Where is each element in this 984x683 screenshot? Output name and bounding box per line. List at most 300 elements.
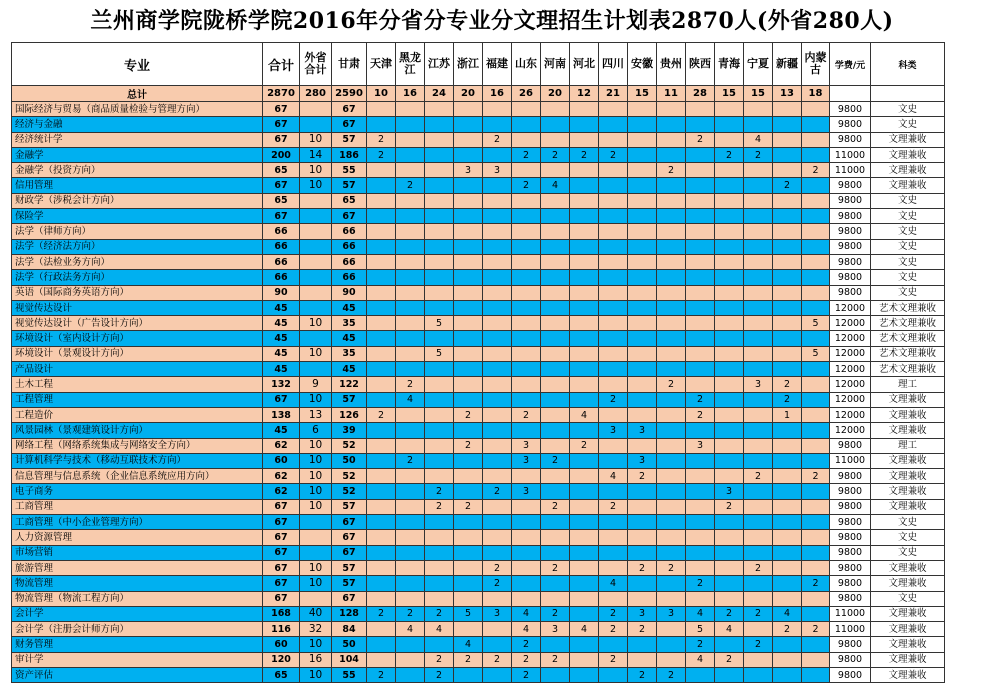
major-name: 环境设计（景观设计方向） [12, 346, 263, 361]
major-name: 保险学 [12, 209, 263, 224]
province-cell [802, 147, 830, 162]
province-cell [802, 300, 830, 315]
province-cell [802, 499, 830, 514]
province-cell [657, 193, 686, 208]
province-cell [599, 667, 628, 682]
province-cell [541, 224, 570, 239]
major-name: 金融学 [12, 147, 263, 162]
totals-category [871, 86, 945, 102]
province-cell [570, 346, 599, 361]
category-cell: 理工 [871, 438, 945, 453]
province-cell [454, 515, 483, 530]
province-cell [628, 209, 657, 224]
tuition-cell: 12000 [830, 377, 871, 392]
province-cell: 2 [599, 499, 628, 514]
province-cell [715, 545, 744, 560]
province-cell [367, 300, 396, 315]
tuition-cell: 12000 [830, 346, 871, 361]
province-cell [512, 392, 541, 407]
province-cell [744, 423, 773, 438]
province-cell [396, 254, 425, 269]
table-row [12, 377, 945, 392]
province-cell [657, 346, 686, 361]
province-cell [802, 453, 830, 468]
province-cell [483, 499, 512, 514]
province-cell [599, 254, 628, 269]
province-cell: 5 [802, 316, 830, 331]
province-cell [686, 285, 715, 300]
province-cell [802, 407, 830, 422]
header-total: 合计 [263, 43, 300, 86]
province-cell [628, 362, 657, 377]
province-cell [657, 407, 686, 422]
province-cell [686, 423, 715, 438]
province-cell [396, 132, 425, 147]
table-row [12, 270, 945, 285]
province-cell [599, 438, 628, 453]
province-cell [715, 453, 744, 468]
total-cell: 66 [263, 239, 300, 254]
province-cell [512, 591, 541, 606]
tuition-cell: 9800 [830, 254, 871, 269]
province-cell [686, 117, 715, 132]
table-row [12, 285, 945, 300]
province-cell [367, 622, 396, 637]
province-cell: 2 [599, 392, 628, 407]
province-cell: 2 [483, 560, 512, 575]
province-cell [367, 469, 396, 484]
province-cell [425, 178, 454, 193]
province-cell: 2 [715, 652, 744, 667]
province-cell: 67 [332, 209, 367, 224]
province-cell [512, 346, 541, 361]
province-cell [454, 331, 483, 346]
province-cell: 3 [628, 606, 657, 621]
province-cell: 2 [773, 622, 802, 637]
tuition-cell: 9800 [830, 102, 871, 117]
province-cell [483, 285, 512, 300]
province-cell: 1 [773, 407, 802, 422]
tuition-cell: 9800 [830, 209, 871, 224]
outer-total-cell: 32 [300, 622, 332, 637]
province-cell [657, 117, 686, 132]
province-cell [512, 300, 541, 315]
tuition-cell: 11000 [830, 622, 871, 637]
totals-province-value: 15 [628, 86, 657, 102]
tuition-cell: 9800 [830, 576, 871, 591]
province-cell [686, 469, 715, 484]
province-cell [599, 407, 628, 422]
province-cell: 3 [454, 163, 483, 178]
province-cell [396, 117, 425, 132]
province-cell [773, 423, 802, 438]
province-cell [483, 392, 512, 407]
outer-total-cell [300, 224, 332, 239]
province-cell [773, 591, 802, 606]
province-cell: 2 [686, 407, 715, 422]
province-cell [599, 224, 628, 239]
table-row [12, 637, 945, 652]
province-cell [367, 499, 396, 514]
province-cell [744, 362, 773, 377]
province-cell [628, 285, 657, 300]
category-cell: 文理兼收 [871, 392, 945, 407]
totals-province-value: 20 [541, 86, 570, 102]
province-cell: 2 [541, 499, 570, 514]
province-cell: 66 [332, 254, 367, 269]
province-cell [570, 209, 599, 224]
province-cell: 2 [541, 147, 570, 162]
header-province: 甘肃 [332, 43, 367, 86]
province-cell [657, 209, 686, 224]
category-cell: 文理兼收 [871, 499, 945, 514]
province-cell [367, 178, 396, 193]
province-cell: 50 [332, 453, 367, 468]
province-cell [744, 515, 773, 530]
major-name: 英语（国际商务英语方向） [12, 285, 263, 300]
province-cell [570, 285, 599, 300]
province-cell [773, 163, 802, 178]
province-cell [541, 117, 570, 132]
province-cell [396, 423, 425, 438]
table-row [12, 469, 945, 484]
province-cell: 2 [802, 576, 830, 591]
province-cell: 45 [332, 362, 367, 377]
province-cell: 50 [332, 637, 367, 652]
tuition-cell: 9800 [830, 499, 871, 514]
province-cell [570, 254, 599, 269]
major-name: 金融学（投资方向） [12, 163, 263, 178]
province-cell [483, 622, 512, 637]
table-row [12, 209, 945, 224]
province-cell [686, 178, 715, 193]
province-cell [396, 209, 425, 224]
category-cell: 文理兼收 [871, 622, 945, 637]
category-cell: 文理兼收 [871, 560, 945, 575]
province-cell: 128 [332, 606, 367, 621]
province-cell: 2 [628, 622, 657, 637]
province-cell [367, 637, 396, 652]
province-cell [425, 300, 454, 315]
major-name: 法学（律师方向） [12, 224, 263, 239]
province-cell [512, 102, 541, 117]
tuition-cell: 11000 [830, 453, 871, 468]
province-cell [483, 239, 512, 254]
province-cell [773, 331, 802, 346]
province-cell: 4 [686, 606, 715, 621]
province-cell [425, 545, 454, 560]
province-cell [367, 545, 396, 560]
outer-total-cell [300, 331, 332, 346]
province-cell [512, 316, 541, 331]
province-cell [512, 377, 541, 392]
table-row [12, 667, 945, 682]
province-cell [657, 285, 686, 300]
tuition-cell: 9800 [830, 224, 871, 239]
province-cell [744, 300, 773, 315]
province-cell [425, 147, 454, 162]
province-cell: 52 [332, 484, 367, 499]
province-cell [802, 132, 830, 147]
category-cell: 文理兼收 [871, 652, 945, 667]
province-cell [483, 545, 512, 560]
province-cell [425, 331, 454, 346]
province-cell [396, 193, 425, 208]
province-cell [396, 438, 425, 453]
table-row [12, 515, 945, 530]
table-row [12, 484, 945, 499]
province-cell [628, 438, 657, 453]
province-cell [396, 224, 425, 239]
major-name: 市场营销 [12, 545, 263, 560]
province-cell [483, 423, 512, 438]
province-cell [715, 515, 744, 530]
province-cell: 3 [512, 484, 541, 499]
province-cell [686, 362, 715, 377]
province-cell [454, 346, 483, 361]
province-cell [454, 576, 483, 591]
province-cell [715, 331, 744, 346]
province-cell [657, 438, 686, 453]
province-cell [396, 331, 425, 346]
header-province: 福建 [483, 43, 512, 86]
province-cell: 2 [744, 637, 773, 652]
province-cell [483, 667, 512, 682]
table-row [12, 132, 945, 147]
province-cell [715, 270, 744, 285]
outer-total-cell [300, 102, 332, 117]
table-row [12, 499, 945, 514]
province-cell: 4 [396, 392, 425, 407]
province-cell [599, 545, 628, 560]
province-cell: 5 [686, 622, 715, 637]
province-cell [396, 560, 425, 575]
province-cell [454, 117, 483, 132]
province-cell [425, 209, 454, 224]
province-cell [454, 667, 483, 682]
header-province: 天津 [367, 43, 396, 86]
province-cell [367, 484, 396, 499]
province-cell: 2 [367, 147, 396, 162]
province-cell: 4 [686, 652, 715, 667]
major-name: 法学（法检业务方向） [12, 254, 263, 269]
province-cell [541, 163, 570, 178]
province-cell [483, 637, 512, 652]
province-cell [599, 316, 628, 331]
province-cell [657, 224, 686, 239]
major-name: 财政学（涉税会计方向） [12, 193, 263, 208]
outer-total-cell: 10 [300, 346, 332, 361]
province-cell [715, 193, 744, 208]
province-cell [570, 117, 599, 132]
province-cell [744, 331, 773, 346]
province-cell [396, 469, 425, 484]
province-cell [570, 499, 599, 514]
province-cell [367, 193, 396, 208]
tuition-cell: 9800 [830, 193, 871, 208]
major-name: 网络工程（网络系统集成与网络安全方向） [12, 438, 263, 453]
header-category: 科类 [871, 43, 945, 86]
major-name: 会计学（注册会计师方向） [12, 622, 263, 637]
total-cell: 45 [263, 423, 300, 438]
province-cell [599, 331, 628, 346]
category-cell: 文理兼收 [871, 637, 945, 652]
province-cell [396, 652, 425, 667]
province-cell: 2 [367, 667, 396, 682]
province-cell [599, 560, 628, 575]
province-cell [570, 193, 599, 208]
province-cell [425, 515, 454, 530]
province-cell [367, 515, 396, 530]
outer-total-cell: 10 [300, 499, 332, 514]
province-cell [425, 560, 454, 575]
province-cell: 57 [332, 178, 367, 193]
province-cell: 4 [512, 622, 541, 637]
province-cell: 3 [628, 453, 657, 468]
province-cell [541, 209, 570, 224]
province-cell [628, 331, 657, 346]
province-cell [628, 270, 657, 285]
province-cell [599, 484, 628, 499]
totals-province-value: 16 [396, 86, 425, 102]
table-row [12, 530, 945, 545]
province-cell [425, 637, 454, 652]
province-cell [686, 346, 715, 361]
province-cell [454, 453, 483, 468]
province-cell: 2 [715, 499, 744, 514]
province-cell [744, 453, 773, 468]
province-cell [541, 545, 570, 560]
total-cell: 120 [263, 652, 300, 667]
category-cell: 文理兼收 [871, 178, 945, 193]
province-cell: 66 [332, 270, 367, 285]
province-cell [367, 560, 396, 575]
province-cell [715, 224, 744, 239]
province-cell: 2 [512, 407, 541, 422]
province-cell [483, 591, 512, 606]
province-cell [367, 285, 396, 300]
total-cell: 45 [263, 331, 300, 346]
province-cell: 57 [332, 560, 367, 575]
province-cell: 2 [396, 606, 425, 621]
province-cell [686, 316, 715, 331]
province-cell [744, 392, 773, 407]
total-cell: 67 [263, 499, 300, 514]
province-cell: 65 [332, 193, 367, 208]
province-cell [396, 530, 425, 545]
province-cell [628, 316, 657, 331]
major-name: 会计学 [12, 606, 263, 621]
province-cell: 66 [332, 239, 367, 254]
total-cell: 90 [263, 285, 300, 300]
province-cell [454, 622, 483, 637]
province-cell [715, 346, 744, 361]
province-cell [744, 254, 773, 269]
province-cell: 3 [599, 423, 628, 438]
province-cell [367, 652, 396, 667]
province-cell [802, 637, 830, 652]
province-cell [512, 193, 541, 208]
province-cell [744, 652, 773, 667]
total-cell: 60 [263, 453, 300, 468]
province-cell [367, 576, 396, 591]
tuition-cell: 9800 [830, 637, 871, 652]
outer-total-cell [300, 530, 332, 545]
province-cell: 4 [599, 576, 628, 591]
province-cell [744, 209, 773, 224]
outer-total-cell [300, 545, 332, 560]
total-cell: 45 [263, 362, 300, 377]
province-cell: 2 [367, 407, 396, 422]
total-cell: 67 [263, 102, 300, 117]
province-cell: 57 [332, 576, 367, 591]
totals-total: 2870 [263, 86, 300, 102]
province-cell [686, 545, 715, 560]
category-cell: 艺术文理兼收 [871, 331, 945, 346]
province-cell: 2 [715, 147, 744, 162]
province-cell: 52 [332, 438, 367, 453]
province-cell [744, 270, 773, 285]
province-cell [657, 484, 686, 499]
province-cell [686, 147, 715, 162]
province-cell [773, 316, 802, 331]
province-cell [686, 515, 715, 530]
province-cell [599, 300, 628, 315]
province-cell: 2 [454, 438, 483, 453]
province-cell: 2 [773, 377, 802, 392]
province-cell: 2 [454, 407, 483, 422]
major-name: 资产评估 [12, 667, 263, 682]
outer-total-cell [300, 117, 332, 132]
major-name: 工商管理 [12, 499, 263, 514]
province-cell [686, 300, 715, 315]
province-cell [483, 530, 512, 545]
province-cell [483, 209, 512, 224]
province-cell [512, 469, 541, 484]
province-cell [512, 254, 541, 269]
province-cell [396, 346, 425, 361]
major-name: 工程管理 [12, 392, 263, 407]
province-cell [599, 591, 628, 606]
category-cell: 文史 [871, 193, 945, 208]
province-cell [773, 515, 802, 530]
province-cell [570, 576, 599, 591]
province-cell [715, 667, 744, 682]
major-name: 经济与金融 [12, 117, 263, 132]
header-province: 江苏 [425, 43, 454, 86]
province-cell [773, 453, 802, 468]
province-cell: 104 [332, 652, 367, 667]
totals-province-value: 26 [512, 86, 541, 102]
province-cell [454, 102, 483, 117]
tuition-cell: 9800 [830, 117, 871, 132]
province-cell [744, 193, 773, 208]
totals-province-value: 24 [425, 86, 454, 102]
province-cell [425, 239, 454, 254]
province-cell [367, 423, 396, 438]
province-cell: 45 [332, 331, 367, 346]
province-cell [744, 591, 773, 606]
table-row [12, 362, 945, 377]
province-cell [541, 316, 570, 331]
province-cell: 2 [744, 469, 773, 484]
province-cell [425, 530, 454, 545]
province-cell [541, 285, 570, 300]
total-cell: 62 [263, 438, 300, 453]
province-cell [686, 591, 715, 606]
total-cell: 65 [263, 163, 300, 178]
province-cell [454, 530, 483, 545]
